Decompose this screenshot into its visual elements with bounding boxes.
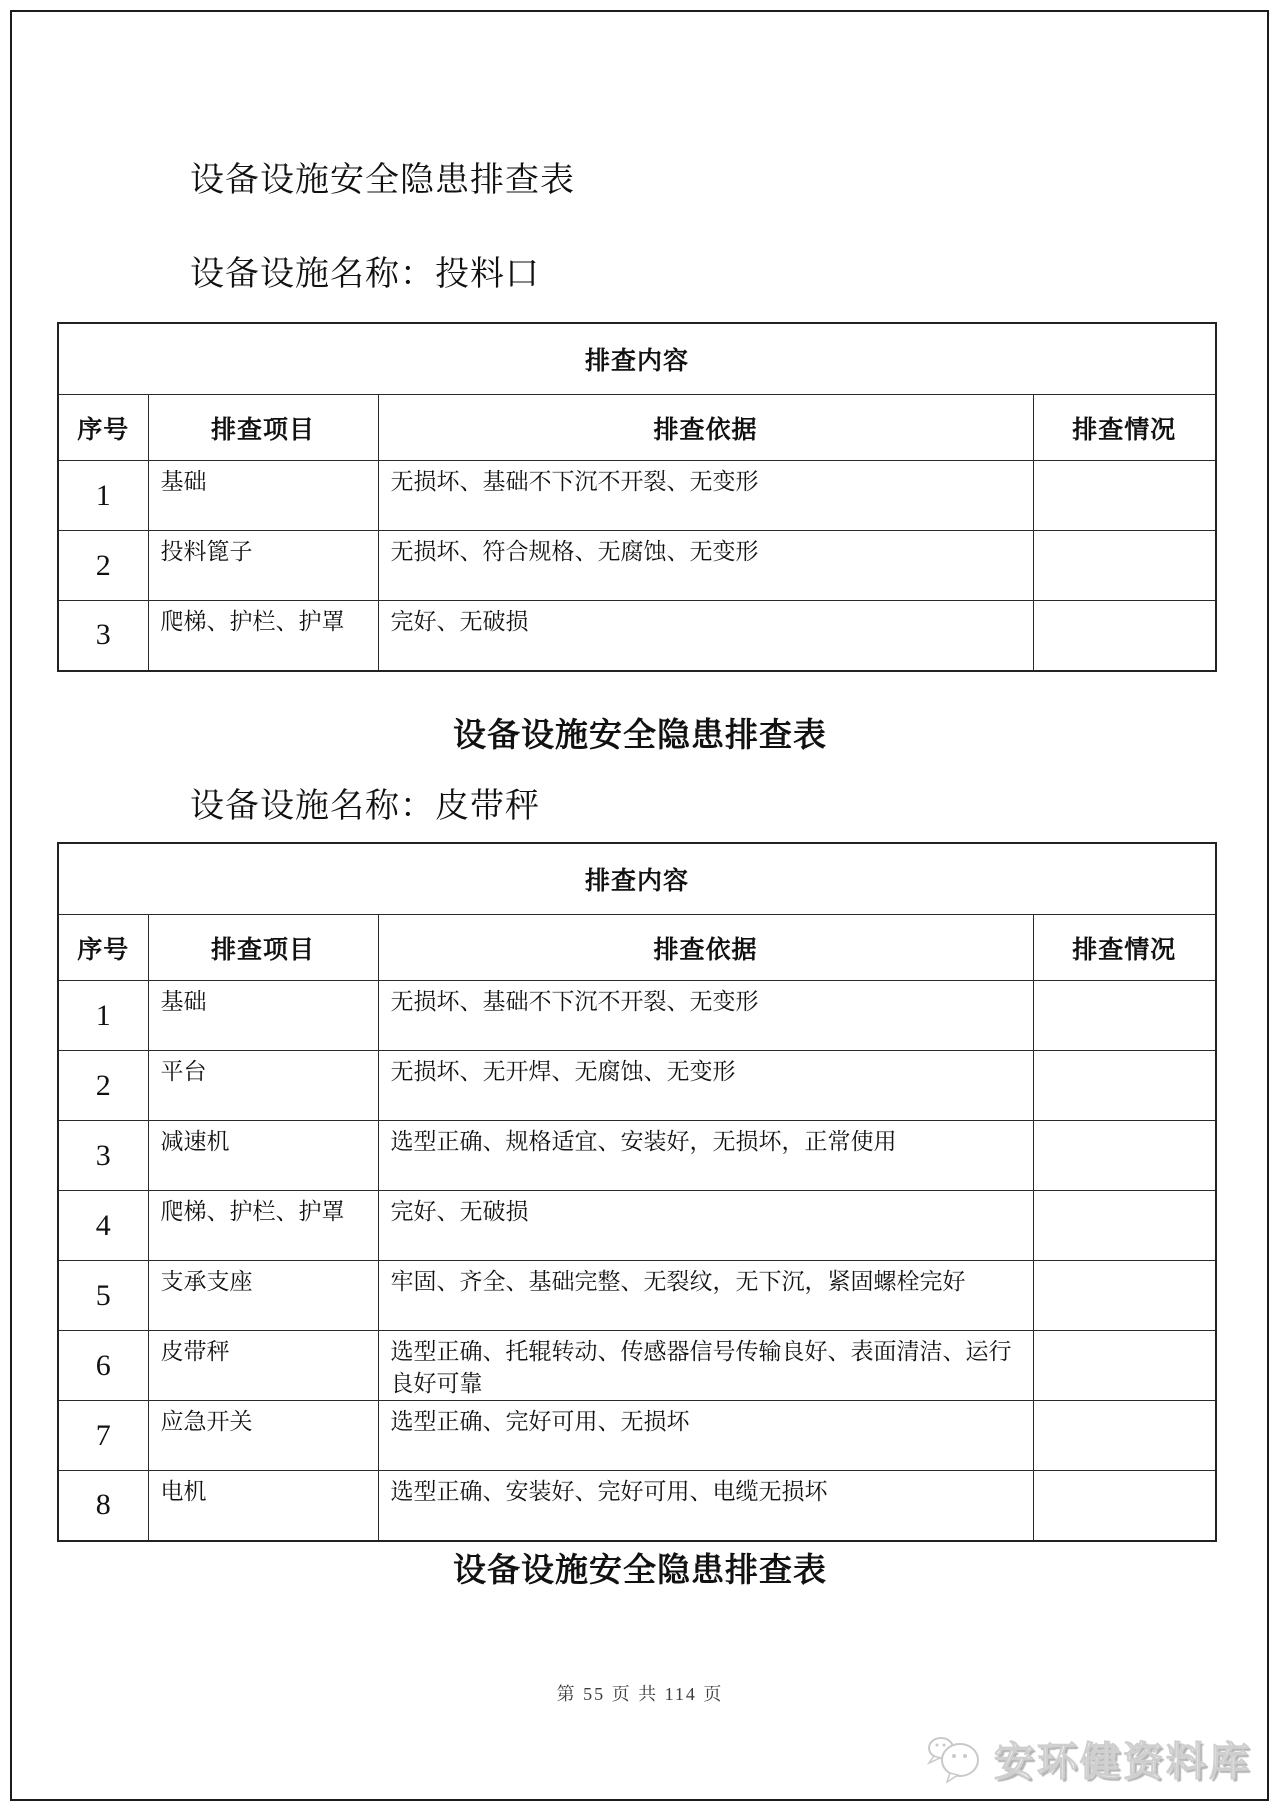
section2-title: 设备设施安全隐患排查表 bbox=[453, 718, 827, 754]
col-basis-header: 排查依据 bbox=[378, 395, 1033, 461]
row-status-cell bbox=[1033, 461, 1216, 531]
watermark bbox=[926, 1730, 1252, 1787]
watermark-text: 安环健资料库 bbox=[994, 1739, 1252, 1784]
wechat-bubbles-icon bbox=[926, 1733, 984, 1785]
table-row bbox=[58, 1121, 1216, 1191]
row-basis-cell: 选型正确、完好可用、无损坏 bbox=[378, 1401, 1033, 1471]
content-header-cell: 排查内容 bbox=[58, 323, 1216, 395]
row-status-cell bbox=[1033, 981, 1216, 1051]
row-item-cell: 平台 bbox=[148, 1051, 378, 1121]
row-status-cell bbox=[1033, 1261, 1216, 1331]
row-item-cell: 应急开关 bbox=[148, 1401, 378, 1471]
section2-equipment-name: 设备设施名称：皮带秤 bbox=[190, 788, 540, 825]
row-item-cell: 投料篦子 bbox=[148, 531, 378, 601]
row-item-cell: 基础 bbox=[148, 461, 378, 531]
row-item-cell: 爬梯、护栏、护罩 bbox=[148, 1191, 378, 1261]
row-basis-cell: 无损坏、无开焊、无腐蚀、无变形 bbox=[378, 1051, 1033, 1121]
row-no-cell: 3 bbox=[58, 601, 148, 671]
col-item-header: 排查项目 bbox=[148, 395, 378, 461]
row-status-cell bbox=[1033, 1471, 1216, 1541]
table-row bbox=[58, 531, 1216, 601]
row-basis-cell: 完好、无破损 bbox=[378, 601, 1033, 671]
table-row bbox=[58, 1401, 1216, 1471]
table-row bbox=[58, 323, 1216, 395]
table-row bbox=[58, 461, 1216, 531]
section1-title: 设备设施安全隐患排查表 bbox=[190, 162, 575, 199]
table-row bbox=[58, 1051, 1216, 1121]
inspection-table-1 bbox=[57, 322, 1217, 672]
row-status-cell bbox=[1033, 1401, 1216, 1471]
row-basis-cell: 选型正确、安装好、完好可用、电缆无损坏 bbox=[378, 1471, 1033, 1541]
row-basis-cell: 完好、无破损 bbox=[378, 1191, 1033, 1261]
row-item-cell: 减速机 bbox=[148, 1121, 378, 1191]
table-row bbox=[58, 1191, 1216, 1261]
row-status-cell bbox=[1033, 601, 1216, 671]
row-status-cell bbox=[1033, 1121, 1216, 1191]
col-status-header: 排查情况 bbox=[1033, 915, 1216, 981]
row-no-cell: 4 bbox=[58, 1191, 148, 1261]
section3-title: 设备设施安全隐患排查表 bbox=[453, 1553, 827, 1589]
row-basis-cell: 选型正确、规格适宜、安装好，无损坏，正常使用 bbox=[378, 1121, 1033, 1191]
table-row bbox=[58, 981, 1216, 1051]
table-row bbox=[58, 601, 1216, 671]
row-no-cell: 7 bbox=[58, 1401, 148, 1471]
content-header-cell: 排查内容 bbox=[58, 843, 1216, 915]
page-number-footer: 第 55 页 共 114 页 bbox=[556, 1684, 724, 1704]
row-status-cell bbox=[1033, 1331, 1216, 1401]
row-no-cell: 8 bbox=[58, 1471, 148, 1541]
section1-equipment-name: 设备设施名称：投料口 bbox=[190, 256, 540, 293]
row-status-cell bbox=[1033, 531, 1216, 601]
row-item-cell: 基础 bbox=[148, 981, 378, 1051]
table-row bbox=[58, 915, 1216, 981]
row-no-cell: 6 bbox=[58, 1331, 148, 1401]
table-row bbox=[58, 1261, 1216, 1331]
col-item-header: 排查项目 bbox=[148, 915, 378, 981]
row-status-cell bbox=[1033, 1051, 1216, 1121]
col-no-header: 序号 bbox=[58, 915, 148, 981]
col-status-header: 排查情况 bbox=[1033, 395, 1216, 461]
inspection-table-2 bbox=[57, 842, 1217, 1542]
table-row bbox=[58, 395, 1216, 461]
row-item-cell: 爬梯、护栏、护罩 bbox=[148, 601, 378, 671]
row-basis-cell: 牢固、齐全、基础完整、无裂纹，无下沉，紧固螺栓完好 bbox=[378, 1261, 1033, 1331]
row-no-cell: 2 bbox=[58, 1051, 148, 1121]
col-no-header: 序号 bbox=[58, 395, 148, 461]
row-no-cell: 1 bbox=[58, 981, 148, 1051]
row-status-cell bbox=[1033, 1191, 1216, 1261]
row-item-cell: 支承支座 bbox=[148, 1261, 378, 1331]
row-item-cell: 皮带秤 bbox=[148, 1331, 378, 1401]
row-basis-cell: 选型正确、托辊转动、传感器信号传输良好、表面清洁、运行良好可靠 bbox=[378, 1331, 1033, 1401]
row-basis-cell: 无损坏、基础不下沉不开裂、无变形 bbox=[378, 981, 1033, 1051]
table-row bbox=[58, 843, 1216, 915]
row-basis-cell: 无损坏、基础不下沉不开裂、无变形 bbox=[378, 461, 1033, 531]
row-no-cell: 2 bbox=[58, 531, 148, 601]
table-row bbox=[58, 1331, 1216, 1401]
row-basis-cell: 无损坏、符合规格、无腐蚀、无变形 bbox=[378, 531, 1033, 601]
col-basis-header: 排查依据 bbox=[378, 915, 1033, 981]
table-row bbox=[58, 1471, 1216, 1541]
row-no-cell: 1 bbox=[58, 461, 148, 531]
row-no-cell: 5 bbox=[58, 1261, 148, 1331]
row-item-cell: 电机 bbox=[148, 1471, 378, 1541]
row-no-cell: 3 bbox=[58, 1121, 148, 1191]
